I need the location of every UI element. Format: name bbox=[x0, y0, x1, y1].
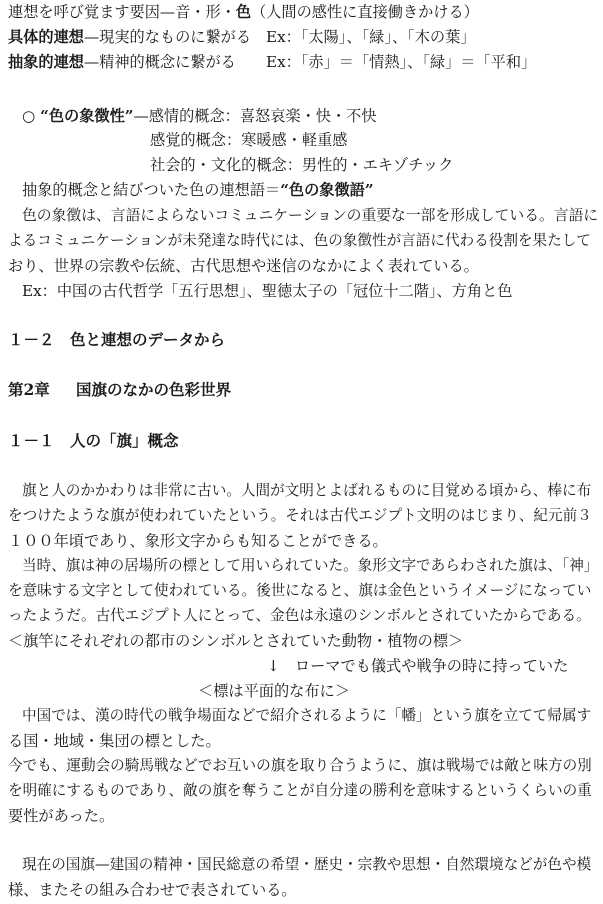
line-sensory-concept: 感覚的概念：寒暖感・軽重感 bbox=[150, 131, 348, 149]
bracket-note-line: ＜標は平面的な布に＞ bbox=[198, 682, 350, 700]
bracket-note-line: ＜旗竿にそれぞれの都市のシンボルとされていた動物・植物の標＞ bbox=[8, 632, 464, 650]
paragraph-line: 現在の国旗—建国の精神・国民総意の希望・歴史・宗教や思想・自然環境などが色や模 bbox=[22, 856, 592, 873]
line-sensory-factors: 連想を呼び覚ます要因—音・形・色（人間の感性に直接働きかける） bbox=[8, 3, 479, 21]
paragraph-line: おり、世界の宗教や伝統、古代思想や迷信のなかによく表れている。 bbox=[8, 257, 479, 275]
line-social-concept: 社会的・文化的概念：男性的・エキゾチック bbox=[150, 156, 454, 174]
line-color-symbolism: ○ “色の象徴性”—感情的概念：喜怒哀楽・快・不快 bbox=[22, 107, 377, 125]
section-heading-1-2: １－２ 色と連想のデータから bbox=[8, 330, 226, 349]
paragraph-line: よるコミュニケーションが未発達な時代には、色の象徴性が言語に代わる役割を果たして bbox=[8, 232, 591, 249]
circle-bullet-icon: ○ bbox=[22, 107, 36, 125]
example-line: Ex：中国の古代哲学「五行思想」、聖徳太子の「冠位十二階」、方角と色 bbox=[22, 282, 513, 300]
paragraph-line: 様、またその組み合わせで表されている。 bbox=[8, 881, 297, 899]
paragraph-line: １００年頃であり、象形文字からも知ることができる。 bbox=[8, 532, 388, 550]
section-heading-1-1: １－１ 人の「旗」概念 bbox=[8, 431, 179, 450]
line-concrete-association: 具体的連想—現実的なものに繋がる bbox=[8, 28, 251, 46]
line-abstract-association: 抽象的連想—精神的概念に繋がる bbox=[8, 53, 236, 71]
paragraph-line: 旗と人のかかわりは非常に古い。人間が文明とよばれるものに目覚める頃から、棒に布 bbox=[22, 482, 592, 499]
chapter-title: 国旗のなかの色彩世界 bbox=[76, 380, 232, 399]
paragraph-line: をつけたような旗が使われていたという。それは古代エジプト文明のはじまり、紀元前３ bbox=[8, 507, 592, 524]
paragraph-line: 中国では、漢の時代の戦争場面などで紹介されるように「幡」という旗を立てて帰属す bbox=[22, 707, 592, 724]
paragraph-line: 要性があった。 bbox=[8, 807, 115, 825]
line-abstract-example: Ex：「赤」＝「情熱」、「緑」＝「平和」 bbox=[266, 53, 537, 71]
paragraph-line: を意味する文字として使われている。後世になると、旗は金色というイメージになってい bbox=[8, 582, 592, 599]
chapter-number: 第2章 bbox=[8, 380, 50, 399]
line-concrete-example: Ex：「太陽」、「緑」、「木の葉」 bbox=[266, 28, 476, 46]
arrow-note-line: ↓ ローマでも儀式や戦争の時に持っていた bbox=[267, 657, 569, 675]
paragraph-line: 色の象徴は、言語によらないコミュニケーションの重要な一部を形成している。言語に bbox=[22, 207, 599, 224]
paragraph-line: ったようだ。古代エジプト人にとって、金色は永遠のシンボルとされていたからである。 bbox=[8, 607, 591, 624]
paragraph-line: 今でも、運動会の騎馬戦などでお互いの旗を取り合うように、旗は戦場では敵と味方の別 bbox=[8, 757, 592, 774]
paragraph-line: る国・地域・集団の標とした。 bbox=[8, 732, 221, 750]
line-symbol-words: 抽象的概念と結びついた色の連想語＝“色の象徴語” bbox=[22, 181, 374, 199]
paragraph-line: 当時、旗は神の居場所の標として用いられていた。象形文字であらわされた旗は、「神」 bbox=[22, 557, 599, 574]
paragraph-line: を明確にするものであり、敵の旗を奪うことが自分達の勝利を意味するというくらいの重 bbox=[8, 782, 592, 799]
